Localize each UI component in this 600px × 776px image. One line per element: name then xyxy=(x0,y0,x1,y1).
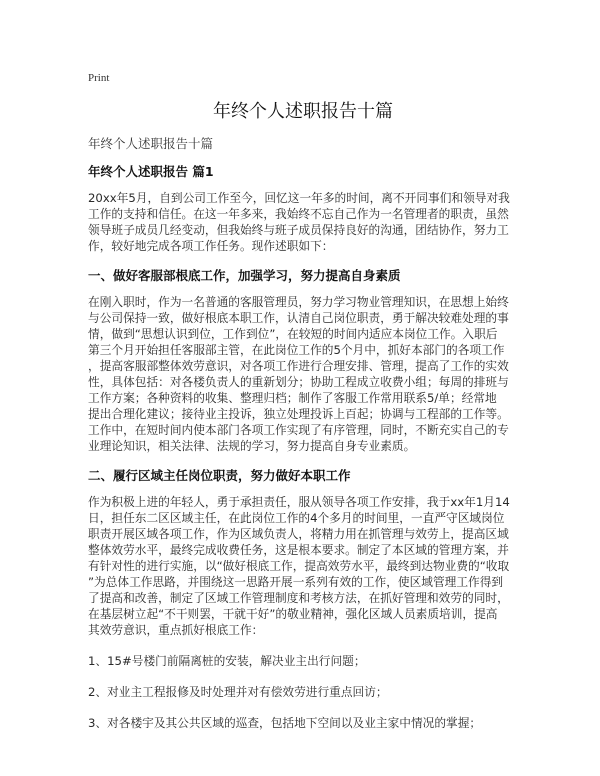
text-line: 了提高和改善，制定了区域工作管理制度和考核方法，在抓好管理和效劳的同时， xyxy=(88,591,509,605)
section-heading: 年终个人述职报告 篇1 xyxy=(88,164,214,179)
text-line: 领导班子成员几经变动，但我始终与班子成员保持良好的沟通，团结协作，努力工 xyxy=(88,223,509,237)
text-line: 情，做到“思想认识到位，工作到位”，在较短的时间内适应本岗位工作。入职后 xyxy=(88,327,498,341)
text-line: 在刚入职时，作为一名普通的客服管理员，努力学习物业管理知识，在思想上始终 xyxy=(88,295,509,309)
document-subtitle: 年终个人述职报告十篇 xyxy=(88,136,214,151)
paragraph-1 xyxy=(88,294,518,454)
text-line: ，提高客服部整体效劳意识，对各项工作进行合理安排、管理，提高了工作的实效 xyxy=(88,359,509,373)
list-item: 3、对各楼宇及其公共区域的巡查，包括地下空间以及业主家中情况的掌握； xyxy=(88,716,482,730)
text-line: 工作方案；各种资料的收集、整理归档；制作了客服工作常用联系5/单；经常地 xyxy=(88,391,497,405)
text-line: 作为积极上进的年轻人，勇于承担责任，服从领导各项工作安排，我于xx年1月14 xyxy=(88,495,510,509)
text-line: 日，担任东二区区域主任，在此岗位工作的4个多月的时间里，一直严守区域岗位 xyxy=(88,511,505,525)
heading-1: 一、做好客服部根底工作，加强学习，努力提高自身素质 xyxy=(88,268,401,283)
intro-paragraph xyxy=(88,190,518,254)
text-line: 性，具体包括：对各楼负责人的重新划分；协助工程成立收费小组；每周的排班与 xyxy=(88,375,509,389)
text-line: 工作中，在短时间内使本部门各项工作实现了有序管理，同时，不断充实自己的专 xyxy=(88,423,509,437)
text-line: 第三个月开始担任客服部主管，在此岗位工作的5个月中，抓好本部门的各项工作 xyxy=(88,343,505,357)
list-item: 2、对业主工程报修及时处理并对有偿效劳进行重点回访； xyxy=(88,685,388,699)
text-line: 提出合理化建议；接待业主投诉，独立处理投诉上百起；协调与工程部的工作等。 xyxy=(88,407,509,421)
text-line: 作，较好地完成各项工作任务。现作述职如下： xyxy=(88,239,334,253)
heading-2: 二、履行区域主任岗位职责，努力做好本职工作 xyxy=(88,468,351,483)
print-label: Print xyxy=(88,72,110,84)
text-line: 整体效劳水平，最终完成收费任务，这是根本要求。制定了本区域的管理方案，并 xyxy=(88,543,509,557)
text-line: 其效劳意识，重点抓好根底工作： xyxy=(88,623,264,637)
text-line: 在基层树立起“不干则罢，干就干好”的敬业精神，强化区域人员素质培训，提高 xyxy=(88,607,498,621)
paragraph-2 xyxy=(88,494,518,638)
text-line: 有针对性的进行实施，以“做好根底工作，提高效劳水平，最终到达物业费的“收取 xyxy=(88,559,510,573)
document-page xyxy=(88,70,518,731)
text-line: ”为总体工作思路，并围绕这一思路开展一系列有效的工作，使区域管理工作得到 xyxy=(88,575,504,589)
document-title: 年终个人述职报告十篇 xyxy=(213,101,393,122)
text-line: 与公司保持一致，做好根底本职工作，认清自己岗位职责，勇于解决较难处理的事 xyxy=(88,311,509,325)
text-line: 工作的支持和信任。在这一年多来，我始终不忘自己作为一名管理者的职责，虽然 xyxy=(88,207,509,221)
text-line: 20xx年5月，自到公司工作至今，回忆这一年多的时间，离不开同事们和领导对我 xyxy=(88,191,510,205)
list-item: 1、15#号楼门前隔离桩的安装，解决业主出行问题； xyxy=(88,654,366,668)
text-line: 业理论知识，相关法律、法规的学习，努力提高自身专业素质。 xyxy=(88,439,416,453)
text-line: 职责开展区域各项工作，作为区域负责人，将精力用在抓管理与效劳上，提高区域 xyxy=(88,527,509,541)
